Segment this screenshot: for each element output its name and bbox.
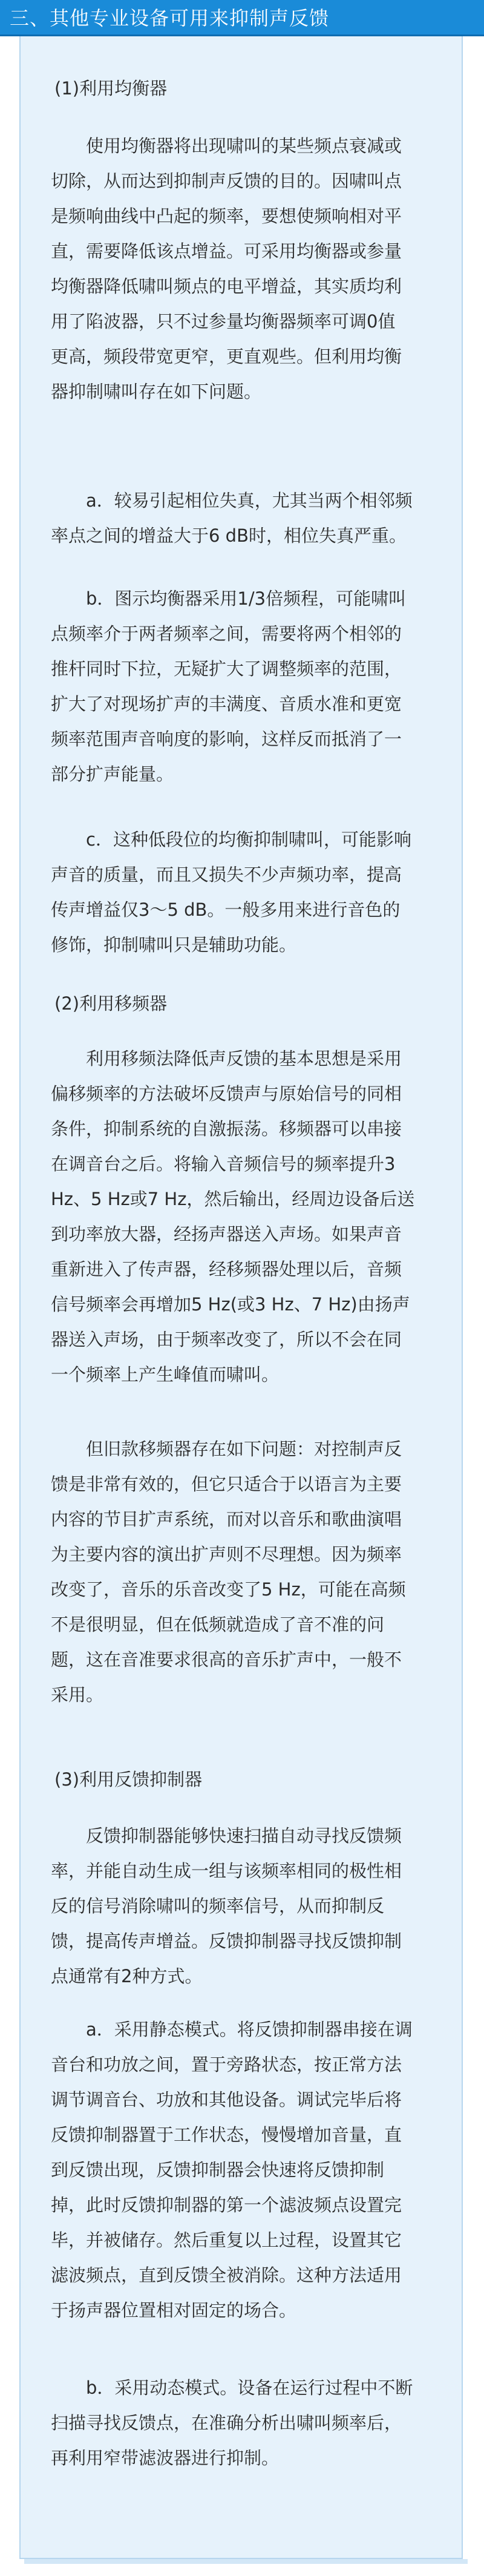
text-line: 切除，从而达到抑制声反馈的目的。因啸叫点 (51, 171, 402, 191)
text-line: 频率范围声音响度的影响，这样反而抵消了一 (51, 729, 402, 749)
text-line: 反馈抑制器能够快速扫描自动寻找反馈频 (86, 1825, 402, 1846)
text-line: 滤波频点，直到反馈全被消除。这种方法适用 (51, 2265, 402, 2285)
text-line: 传声增益仅3～5 dB。一般多用来进行音色的 (51, 899, 401, 920)
text-line: 器送入声场，由于频率改变了，所以不会在同 (51, 1329, 402, 1350)
text-line: 器抑制啸叫存在如下问题。 (51, 381, 262, 402)
text-line: 但旧款移频器存在如下问题：对控制声反 (86, 1439, 402, 1459)
text-line: 反馈抑制器置于工作状态，慢慢增加音量，直 (51, 2124, 402, 2145)
text-line: 题，这在音准要求很高的音乐扩声中，一般不 (51, 1649, 402, 1670)
text-line: 用了陷波器，只不过参量均衡器频率可调0值 (51, 311, 396, 332)
paragraph-equalizer-a (51, 483, 438, 553)
text-line: 为主要内容的演出扩声则不尽理想。因为频率 (51, 1544, 402, 1565)
text-line: 使用均衡器将出现啸叫的某些频点衰减或 (86, 136, 402, 156)
paragraph-equalizer-b (51, 581, 438, 792)
heading-feedback-suppressor: (3)利用反馈抑制器 (54, 1769, 203, 1790)
text-line: 在调音台之后。将输入音频信号的频率提升3 (51, 1154, 396, 1174)
text-line: 条件，抑制系统的自激振荡。移频器可以串接 (51, 1119, 402, 1139)
text-line: a．较易引起相位失真，尤其当两个相邻频 (86, 490, 413, 511)
text-line: 一个频率上产生峰值而啸叫。 (51, 1364, 280, 1385)
text-line: 调节调音台、功放和其他设备。调试完毕后将 (51, 2089, 402, 2110)
text-line: 反的信号消除啸叫的频率信号，从而抑制反 (51, 1896, 385, 1916)
text-line: 再利用窄带滤波器进行抑制。 (51, 2448, 280, 2468)
text-line: 点频率介于两者频率之间，需要将两个相邻的 (51, 623, 402, 644)
paragraph-suppressor-static (51, 2012, 438, 2328)
text-line: 到反馈出现，反馈抑制器会快速将反馈抑制 (51, 2160, 385, 2180)
section-header-title: 三、其他专业设备可用来抑制声反馈 (10, 7, 330, 30)
text-line: 于扬声器位置相对固定的场合。 (51, 2300, 297, 2321)
text-line: 扫描寻找反馈点，在准确分析出啸叫频率后， (51, 2413, 402, 2433)
text-line: 不是很明显，但在低频就造成了音不准的问 (51, 1614, 385, 1635)
text-line: 到功率放大器，经扬声器送入声场。如果声音 (51, 1224, 402, 1244)
paragraph-equalizer-intro (51, 128, 438, 409)
heading-equalizer: (1)利用均衡器 (54, 78, 168, 99)
text-line: 推杆同时下拉，无疑扩大了调整频率的范围， (51, 659, 402, 679)
text-line: 利用移频法降低声反馈的基本思想是采用 (86, 1048, 402, 1069)
text-line: 掉，此时反馈抑制器的第一个滤波频点设置完 (51, 2195, 402, 2215)
paragraph-suppressor-dynamic (51, 2370, 438, 2476)
text-line: 扩大了对现场扩声的丰满度、音质水准和更宽 (51, 694, 402, 714)
paragraph-shifter-problems (51, 1431, 438, 1712)
paragraph-shifter-intro (51, 1041, 438, 1392)
text-line: 改变了，音乐的乐音改变了5 Hz，可能在高频 (51, 1579, 406, 1600)
text-line: 信号频率会再增加5 Hz(或3 Hz、7 Hz)由扬声 (51, 1294, 410, 1315)
text-line: 均衡器降低啸叫频点的电平增益，其实质均利 (51, 276, 402, 297)
text-line: 率，并能自动生成一组与该频率相同的极性相 (51, 1861, 402, 1881)
text-line: 更高，频段带宽更窄，更直观些。但利用均衡 (51, 346, 402, 367)
text-line: 点通常有2种方式。 (51, 1966, 203, 1986)
text-line: Hz、5 Hz或7 Hz，然后输出，经周边设备后送 (51, 1189, 415, 1209)
section-header-bar (0, 0, 484, 36)
text-line: 直，需要降低该点增益。可采用均衡器或参量 (51, 241, 402, 261)
text-line: 部分扩声能量。 (51, 764, 174, 784)
text-line: a．采用静态模式。将反馈抑制器串接在调 (86, 2019, 413, 2040)
heading-frequency-shifter: (2)利用移频器 (54, 993, 168, 1014)
paragraph-equalizer-c (51, 822, 438, 962)
text-line: 率点之间的增益大于6 dB时，相位失真严重。 (51, 525, 407, 546)
text-line: 馈，提高传声增益。反馈抑制器寻找反馈抑制 (51, 1931, 402, 1951)
text-line: 内容的节目扩声系统，而对以音乐和歌曲演唱 (51, 1509, 402, 1530)
text-line: 馈是非常有效的，但它只适合于以语言为主要 (51, 1474, 402, 1494)
paragraph-suppressor-intro (51, 1818, 438, 1994)
text-line: 毕，并被储存。然后重复以上过程，设置其它 (51, 2230, 402, 2250)
text-line: 音台和功放之间，置于旁路状态，按正常方法 (51, 2054, 402, 2075)
text-line: 声音的质量，而且又损失不少声频功率，提高 (51, 864, 402, 885)
text-line: 重新进入了传声器，经移频器处理以后，音频 (51, 1259, 402, 1280)
text-line: 偏移频率的方法破坏反馈声与原始信号的同相 (51, 1083, 402, 1104)
text-line: 修饰，抑制啸叫只是辅助功能。 (51, 935, 297, 955)
text-line: b．图示均衡器采用1/3倍频程，可能啸叫 (86, 588, 407, 609)
text-line: 采用。 (51, 1684, 104, 1705)
text-line: b．采用动态模式。设备在运行过程中不断 (86, 2377, 413, 2398)
text-line: 是频响曲线中凸起的频率，要想使频响相对平 (51, 206, 402, 226)
content-card-shadow (24, 2559, 468, 2564)
text-line: c．这种低段位的均衡抑制啸叫，可能影响 (86, 829, 411, 850)
